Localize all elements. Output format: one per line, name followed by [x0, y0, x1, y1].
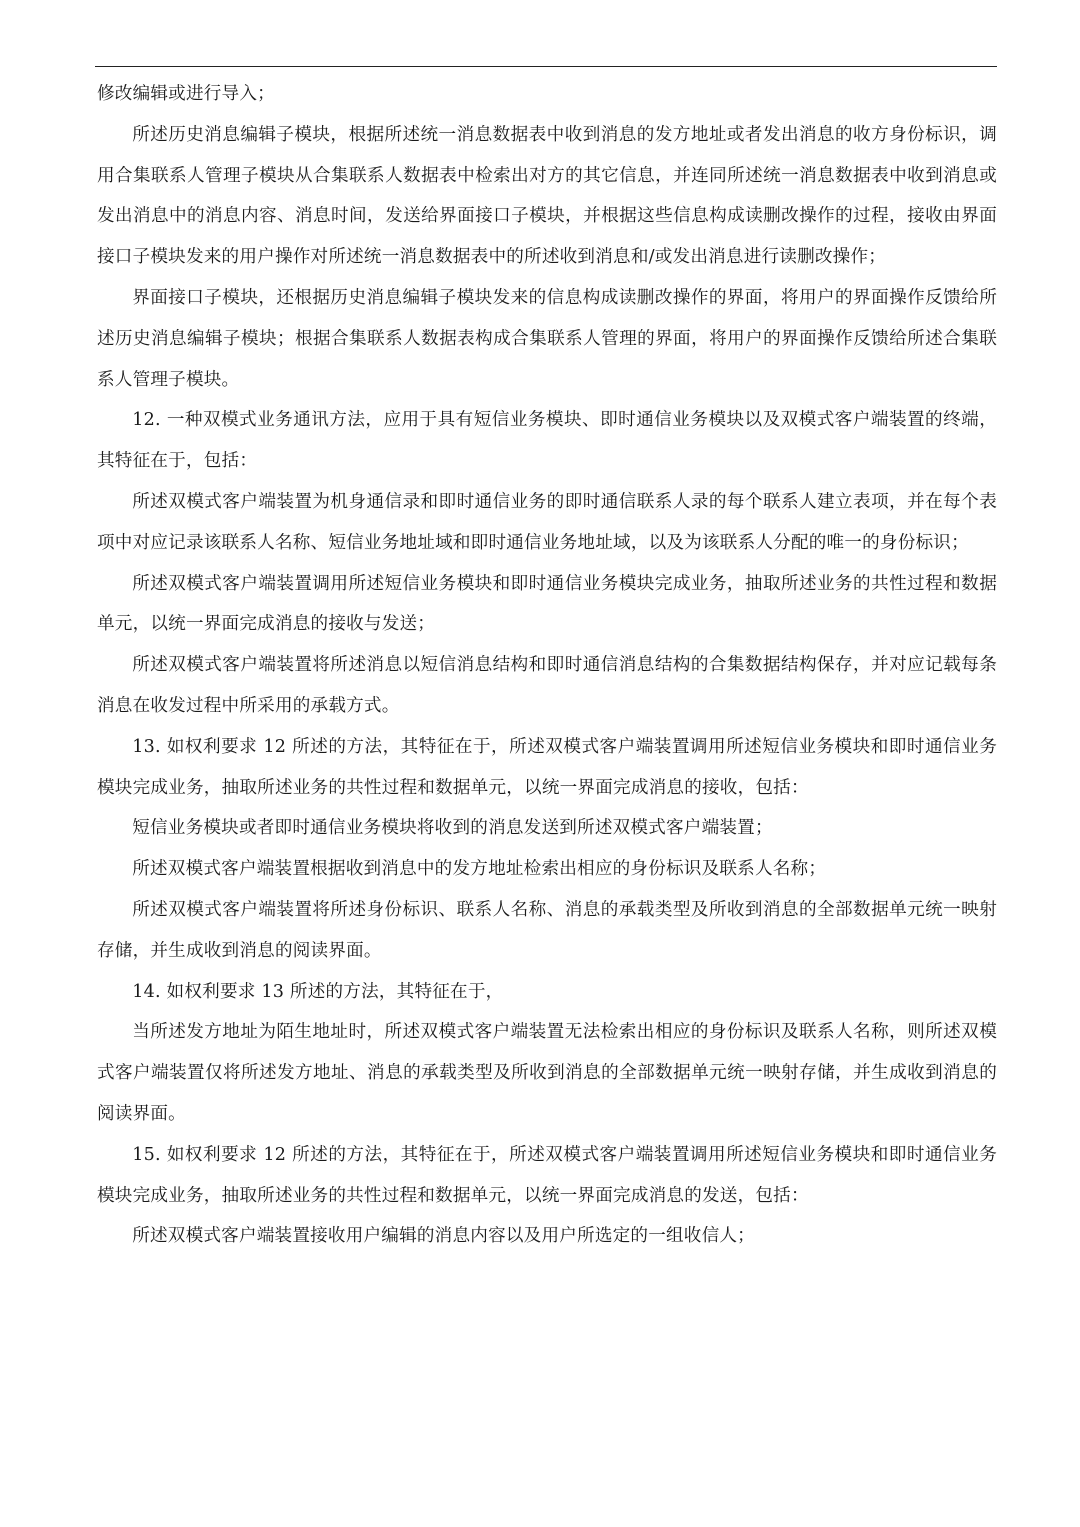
- claim-12-heading: 12. 一种双模式业务通讯方法，应用于具有短信业务模块、即时通信业务模块以及双模式客户端装置的终端，其特征在于，包括：: [97, 410, 997, 472]
- paragraph-claim-12-storage: 所述双模式客户端装置将所述消息以短信消息结构和即时通信消息结构的合集数据结构保存，并对应记载每条消息在收发过程中所采用的承载方式。: [97, 655, 997, 716]
- claim-13-heading: 13. 如权利要求 12 所述的方法，其特征在于，所述双模式客户端装置调用所述短信业务模块和即时通信业务模块完成业务，抽取所述业务的共性过程和数据单元，以统一界面完成消息的接收，包括：: [97, 736, 997, 798]
- paragraph-ui-interface-module: 界面接口子模块，还根据历史消息编辑子模块发来的信息构成读删改操作的界面，将用户的界面操作反馈给所述历史消息编辑子模块；根据合集联系人数据表构成合集联系人管理的界面，将用户的界面操作反馈给所述合集联系人管理子模块。: [97, 287, 997, 390]
- header-divider: [95, 66, 997, 67]
- paragraph-claim-13-map: 所述双模式客户端装置将所述身份标识、联系人名称、消息的承载类型及所收到消息的全部数据单元统一映射存储，并生成收到消息的阅读界面。: [97, 899, 997, 961]
- paragraph-continuation: 修改编辑或进行导入；: [97, 84, 275, 104]
- paragraph-claim-14-stranger: 当所述发方地址为陌生地址时，所述双模式客户端装置无法检索出相应的身份标识及联系人名称，则所述双模式客户端装置仅将所述发方地址、消息的承载类型及所收到消息的全部数据单元统一映射存储，并生成收到消息的阅读界面。: [97, 1022, 997, 1124]
- document-body: [97, 74, 997, 1257]
- paragraph-history-edit-module: 所述历史消息编辑子模块，根据所述统一消息数据表中收到消息的发方地址或者发出消息的收方身份标识，调用合集联系人管理子模块从合集联系人数据表中检索出对方的其它信息，并连同所述统一消息数据表中收到消息或发出消息中的消息内容、消息时间，发送给界面接口子模块，并根据这些信息构成读删改操作的过程，接收由界面接口子模块发来的用户操作对所述统一消息数据表中的所述收到消息和/或发出消息进行读删改操作；: [97, 124, 997, 268]
- claim-14-heading: 14. 如权利要求 13 所述的方法，其特征在于，: [132, 981, 504, 1002]
- paragraph-claim-12-business: 所述双模式客户端装置调用所述短信业务模块和即时通信业务模块完成业务，抽取所述业务的共性过程和数据单元，以统一界面完成消息的接收与发送；: [97, 573, 997, 635]
- claim-15-heading: 15. 如权利要求 12 所述的方法，其特征在于，所述双模式客户端装置调用所述短信业务模块和即时通信业务模块完成业务，抽取所述业务的共性过程和数据单元，以统一界面完成消息的发送，包括：: [97, 1144, 997, 1206]
- paragraph-claim-15-receive: 所述双模式客户端装置接收用户编辑的消息内容以及用户所选定的一组收信人；: [132, 1226, 755, 1247]
- paragraph-claim-13-send: 短信业务模块或者即时通信业务模块将收到的消息发送到所述双模式客户端装置；: [132, 818, 773, 839]
- paragraph-claim-13-lookup: 所述双模式客户端装置根据收到消息中的发方地址检索出相应的身份标识及联系人名称；: [132, 859, 827, 880]
- paragraph-claim-12-entry: 所述双模式客户端装置为机身通信录和即时通信业务的即时通信联系人录的每个联系人建立表项，并在每个表项中对应记录该联系人名称、短信业务地址域和即时通信业务地址域，以及为该联系人分配的唯一的身份标识；: [97, 491, 997, 553]
